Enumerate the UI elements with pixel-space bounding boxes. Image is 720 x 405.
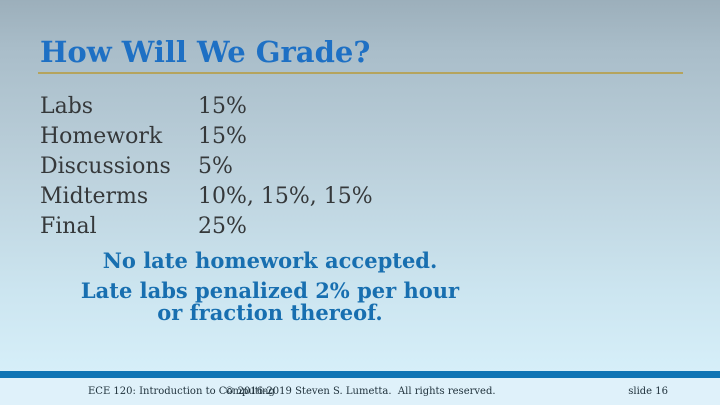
note-late-labs xyxy=(40,280,500,324)
grading-row-discussions xyxy=(40,152,500,182)
grading-label: Midterms xyxy=(40,184,149,209)
footer-slide-number: slide 16 xyxy=(628,386,668,397)
grading-value: 15% xyxy=(198,94,247,119)
grading-list xyxy=(40,92,500,242)
grading-label: Labs xyxy=(40,94,94,119)
note-line: Late labs penalized 2% per hour xyxy=(80,278,460,303)
grading-row-midterms xyxy=(40,182,500,212)
grading-value: 25% xyxy=(198,214,247,239)
title-divider-line xyxy=(38,72,683,74)
footer-course-name: ECE 120: Introduction to Computing xyxy=(88,386,275,397)
grading-row-homework xyxy=(40,122,500,152)
grading-label: Final xyxy=(40,214,97,239)
slide-title: How Will We Grade? xyxy=(40,35,371,69)
footer xyxy=(0,378,720,405)
grading-value: 10%, 15%, 15% xyxy=(198,184,373,209)
late-policy-notes xyxy=(40,250,500,332)
grading-label: Homework xyxy=(40,124,163,149)
grading-value: 5% xyxy=(198,154,233,179)
grading-label: Discussions xyxy=(40,154,171,179)
note-line: or fraction thereof. xyxy=(157,300,383,325)
note-late-homework xyxy=(40,250,500,272)
footer-copyright: © 2016-2019 Steven S. Lumetta. All rights reserved. xyxy=(224,386,496,397)
note-line: No late homework accepted. xyxy=(102,248,438,273)
grading-value: 15% xyxy=(198,124,247,149)
grading-row-labs xyxy=(40,92,500,122)
footer-accent-bar xyxy=(0,371,720,378)
grading-row-final xyxy=(40,212,500,242)
